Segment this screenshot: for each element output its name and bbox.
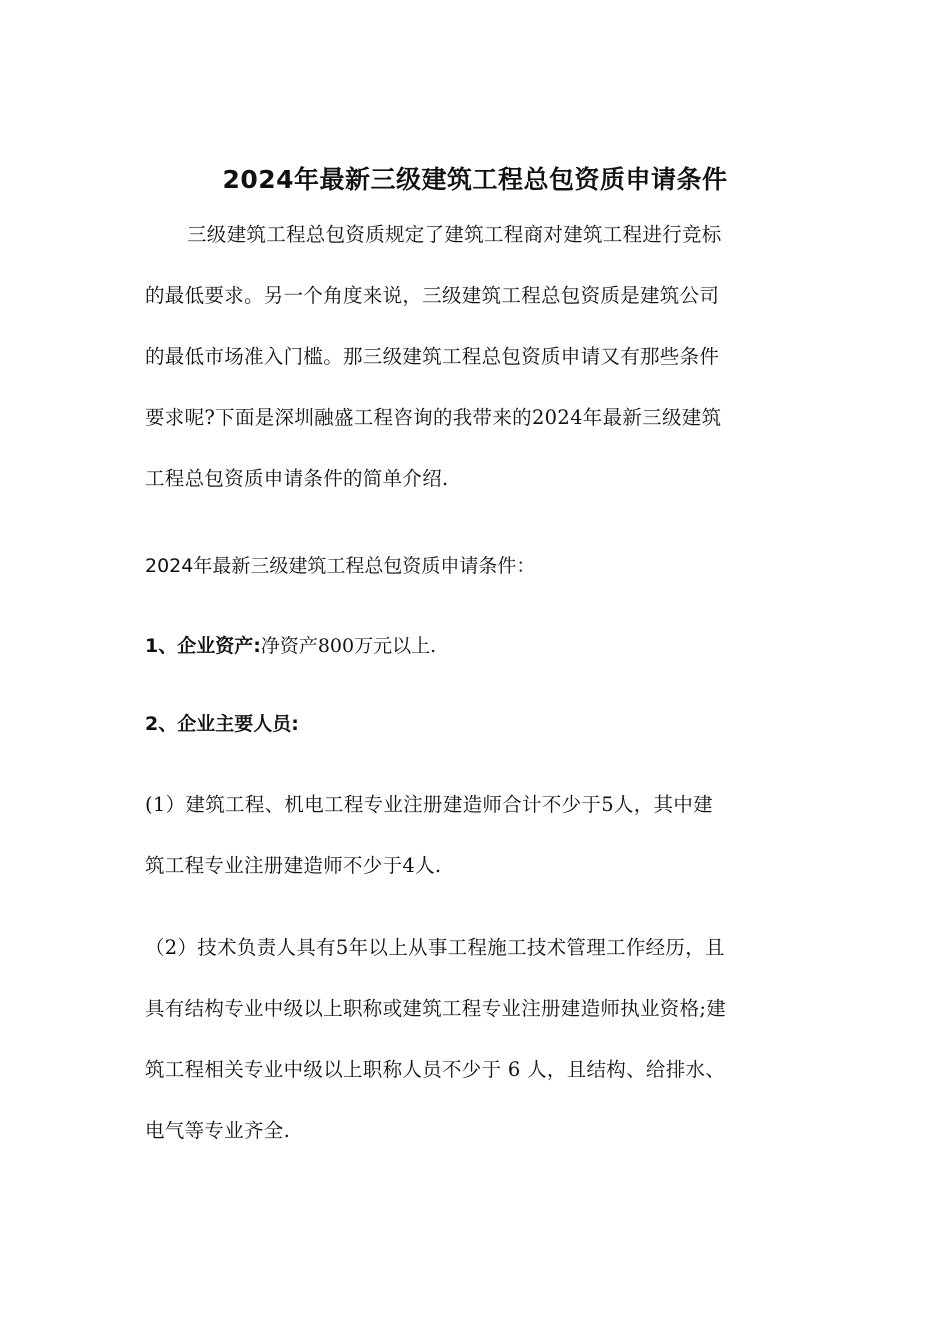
- intro-line: 三级建筑工程总包资质规定了建筑工程商对建筑工程进行竞标: [187, 223, 722, 246]
- sub-item-line: 具有结构专业中级以上职称或建筑工程专业注册建造师执业资格;建: [145, 997, 727, 1020]
- item-label: 1、企业资产:: [145, 635, 261, 657]
- sub-item-line: （2）技术负责人具有5年以上从事工程施工技术管理工作经历，且: [145, 936, 725, 959]
- section-heading: 2024年最新三级建筑工程总包资质申请条件：: [145, 555, 536, 577]
- sub-item-line: (1）建筑工程、机电工程专业注册建造师合计不少于5人，其中建: [145, 793, 713, 816]
- sub-item-line: 筑工程相关专业中级以上职称人员不少于 6 人，且结构、给排水、: [145, 1058, 726, 1081]
- intro-line: 的最低市场准入门槛。那三级建筑工程总包资质申请又有那些条件: [145, 345, 720, 368]
- sub-item-line: 筑工程专业注册建造师不少于4人.: [145, 854, 442, 877]
- intro-line: 工程总包资质申请条件的简单介绍.: [145, 467, 449, 490]
- sub-item-1-paragraph: [145, 774, 805, 896]
- item-text: 净资产800万元以上.: [260, 635, 437, 657]
- item-enterprise-assets: [145, 626, 805, 666]
- intro-line: 要求呢?下面是深圳融盛工程咨询的我带来的2024年最新三级建筑: [145, 406, 722, 429]
- intro-paragraph: [145, 204, 805, 509]
- item-key-personnel: [145, 704, 805, 744]
- item-label: 2、企业主要人员:: [145, 713, 299, 735]
- sub-item-2-paragraph: [145, 917, 805, 1161]
- sub-item-line: 电气等专业齐全.: [145, 1119, 291, 1142]
- intro-line: 的最低要求。另一个角度来说，三级建筑工程总包资质是建筑公司: [145, 284, 720, 307]
- document-title: 2024年最新三级建筑工程总包资质申请条件: [222, 165, 728, 194]
